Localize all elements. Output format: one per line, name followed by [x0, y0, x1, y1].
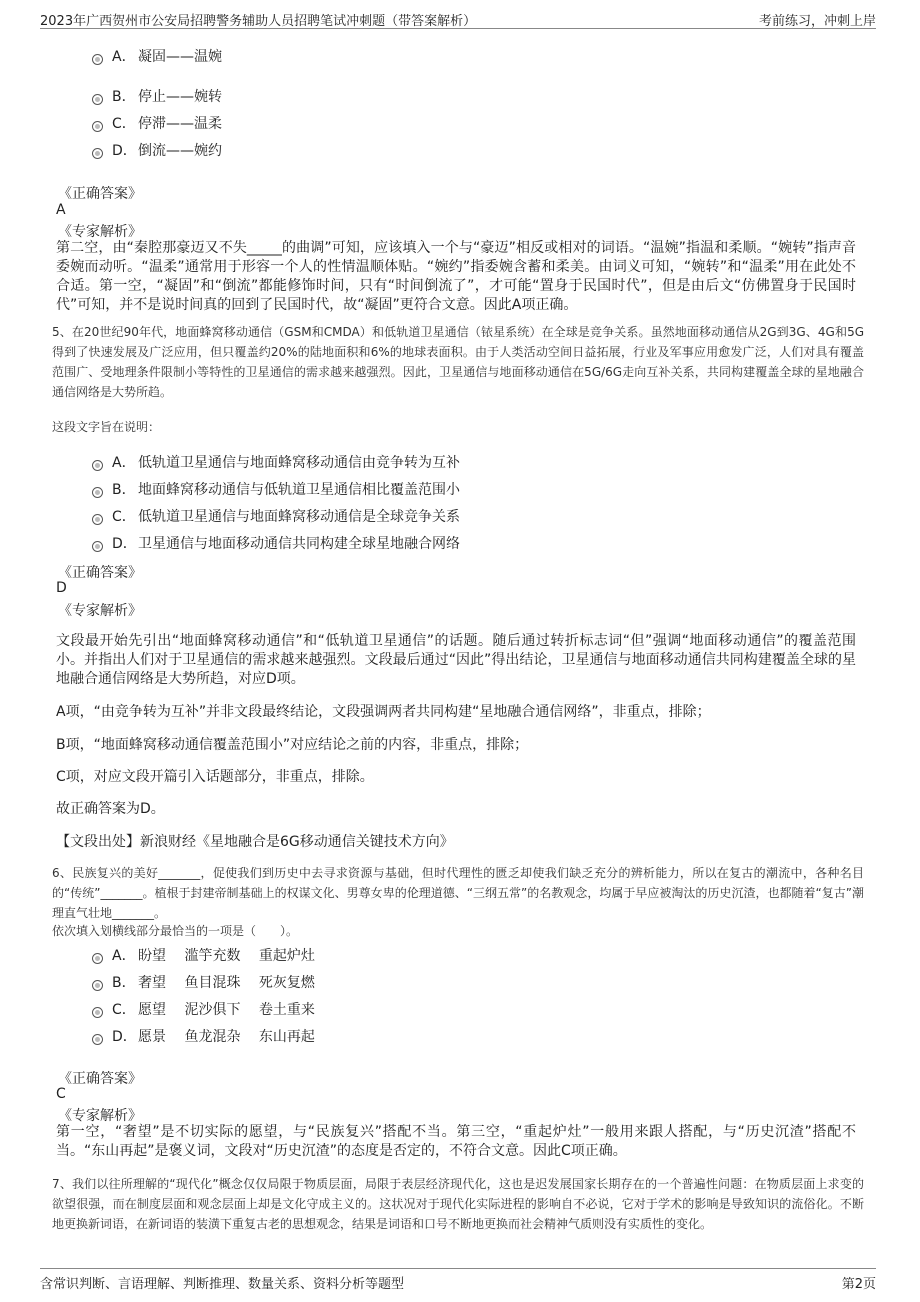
option-letter: C． [112, 1002, 136, 1018]
option-text: 愿望 泥沙俱下 卷土重来 [138, 1002, 315, 1018]
correct-answer-label: 《正确答案》 [58, 1071, 142, 1087]
radio-icon[interactable] [92, 148, 103, 159]
q6-stem: 6、民族复兴的美好_______，促使我们到历史中去寻求资源与基础，但时代理性的匮乏却使我们缺乏充分的辨析能力，所以在复古的潮流中，各种名目的“传统”_______。植根于封建帝制基础上的权谋文化、男尊女卑的伦理道德、“三纲五常”的名教观念，均属于早应被淘汰的历史沉渣，也都随着“复古”潮理直气壮地_______。 [52, 866, 864, 920]
q5-analysis-b: B项，“地面蜂窝移动通信覆盖范围小”对应结论之前的内容，非重点，排除； [56, 737, 529, 753]
option-letter: C． [112, 116, 136, 132]
q5-option-c[interactable] [92, 505, 460, 527]
correct-answer-label: 《正确答案》 [58, 565, 142, 581]
q5-answer: D [56, 580, 67, 596]
option-text: 卫星通信与地面移动通信共同构建全球星地融合网络 [138, 536, 460, 552]
option-text: 地面蜂窝移动通信与低轨道卫星通信相比覆盖范围小 [138, 482, 460, 498]
radio-icon[interactable] [92, 541, 103, 552]
option-text: 倒流——婉约 [138, 143, 222, 159]
expert-analysis-label: 《专家解析》 [58, 603, 142, 619]
option-text: 凝固——温婉 [138, 49, 222, 65]
option-letter: C． [112, 509, 136, 525]
q5-analysis-c: C项，对应文段开篇引入话题部分，非重点，排除。 [56, 769, 374, 785]
q5-option-a[interactable] [92, 451, 460, 473]
q4-option-d[interactable] [92, 139, 222, 161]
option-text: 愿景 鱼龙混杂 东山再起 [138, 1029, 315, 1045]
option-text: 奢望 鱼目混珠 死灰复燃 [138, 975, 315, 991]
header-slogan: 考前练习，冲刺上岸 [758, 14, 876, 29]
q5-conclusion: 故正确答案为D。 [56, 801, 165, 817]
q4-option-a[interactable] [92, 45, 222, 67]
q5-analysis-a: A项，“由竞争转为互补”并非文段最终结论，文段强调两者共同构建“星地融合通信网络”，非重点，排除； [56, 704, 711, 720]
option-letter: A． [112, 948, 136, 964]
q4-answer: A [56, 202, 66, 218]
option-text: 停滞——温柔 [138, 116, 222, 132]
option-letter: D． [112, 536, 137, 552]
option-text: 停止——婉转 [138, 89, 222, 105]
q6-option-a[interactable] [92, 944, 315, 966]
q5-analysis-main: 文段最开始先引出“地面蜂窝移动通信”和“低轨道卫星通信”的话题。随后通过转折标志词“但”强调“地面移动通信”的覆盖范围小。并指出人们对于卫星通信的需求越来越强烈。文段最后通过“因此”得出结论，卫星通信与地面移动通信共同构建覆盖全球的星地融合通信网络是大势所趋，对应D项。 [56, 633, 856, 687]
expert-analysis-label: 《专家解析》 [58, 1108, 142, 1124]
q5-stem: 5、在20世纪90年代，地面蜂窝移动通信（GSM和CMDA）和低轨道卫星通信（铱星系统）在全球是竞争关系。虽然地面移动通信从2G到3G、4G和5G得到了快速发展及广泛应用，但只覆盖约20%的陆地面积和6%的地球表面积。由于人类活动空间日益拓展，行业及军事应用愈发广泛，人们对具有覆盖范围广、受地理条件限制小等特性的卫星通信的需求越来越强烈。因此，卫星通信与地面移动通信在5G/6G走向互补关系，共同构建覆盖全球的星地融合通信网络是大势所趋。 [52, 325, 864, 399]
q6-option-d[interactable] [92, 1025, 315, 1047]
radio-icon[interactable] [92, 94, 103, 105]
radio-icon[interactable] [92, 980, 103, 991]
option-text: 盼望 滥竽充数 重起炉灶 [138, 948, 315, 964]
q5-source: 【文段出处】新浪财经《星地融合是6G移动通信关键技术方向》 [56, 834, 454, 850]
radio-icon[interactable] [92, 460, 103, 471]
q5-option-b[interactable] [92, 478, 460, 500]
radio-icon[interactable] [92, 514, 103, 525]
document-title: 2023年广西贺州市公安局招聘警务辅助人员招聘笔试冲刺题（带答案解析） [40, 14, 477, 29]
radio-icon[interactable] [92, 1007, 103, 1018]
option-letter: B． [112, 482, 136, 498]
radio-icon[interactable] [92, 121, 103, 132]
option-text: 低轨道卫星通信与地面蜂窝移动通信由竞争转为互补 [138, 455, 460, 471]
q6-answer: C [56, 1086, 66, 1102]
page-header [40, 8, 876, 29]
radio-icon[interactable] [92, 54, 103, 65]
radio-icon[interactable] [92, 1034, 103, 1045]
radio-icon[interactable] [92, 953, 103, 964]
q6-analysis: 第一空，“奢望”是不切实际的愿望，与“民族复兴”搭配不当。第三空，“重起炉灶”一般用来跟人搭配，与“历史沉渣”搭配不当。“东山再起”是褒义词，文段对“历史沉渣”的态度是否定的，不符合文意。因此C项正确。 [56, 1124, 856, 1159]
q6-option-c[interactable] [92, 998, 315, 1020]
footer-topics: 含常识判断、言语理解、判断推理、数量关系、资料分析等题型 [40, 1277, 405, 1292]
expert-analysis-label: 《专家解析》 [58, 224, 142, 240]
q4-option-b[interactable] [92, 85, 222, 107]
correct-answer-label: 《正确答案》 [58, 186, 142, 202]
option-letter: A． [112, 455, 136, 471]
q4-analysis: 第二空，由“秦腔那豪迈又不失_____的曲调”可知，应该填入一个与“豪迈”相反或相对的词语。“温婉”指温和柔顺。“婉转”指声音委婉而动听。“温柔”通常用于形容一个人的性情温顺体贴。“婉约”指委婉含蓄和柔美。由词义可知，“婉转”和“温柔”用在此处不合适。第一空，“凝固”和“倒流”都能修饰时间，只有“时间倒流了”，才可能“置身于民国时代”，但是由后文“仿佛置身于民国时代”可知，并不是说时间真的回到了民国时代，故“凝固”更符合文意。因此A项正确。 [56, 240, 856, 313]
q7-stem: 7、我们以往所理解的“现代化”概念仅仅局限于物质层面，局限于表层经济现代化，这也是迟发展国家长期存在的一个普遍性问题：在物质层面上求变的欲望很强，而在制度层面和观念层面上却是文化守成主义的。这状况对于现代化实际进程的影响自不必说，它对于学术的影响是导致知识的流俗化。不断地更换新词语，在新词语的装潢下重复古老的思想观念，结果是词语和口号不断地更换而社会精神气质则没有实质性的变化。 [52, 1177, 864, 1231]
page-number: 第2页 [841, 1277, 876, 1292]
option-letter: B． [112, 975, 136, 991]
option-text: 低轨道卫星通信与地面蜂窝移动通信是全球竞争关系 [138, 509, 460, 525]
option-letter: B． [112, 89, 136, 105]
option-letter: A． [112, 49, 136, 65]
q4-option-c[interactable] [92, 112, 222, 134]
q6-question: 依次填入划横线部分最恰当的一项是（ ）。 [52, 924, 299, 938]
radio-icon[interactable] [92, 487, 103, 498]
page-footer [40, 1268, 876, 1291]
q6-option-b[interactable] [92, 971, 315, 993]
option-letter: D． [112, 143, 137, 159]
option-letter: D． [112, 1029, 137, 1045]
q5-option-d[interactable] [92, 532, 460, 554]
q5-question: 这段文字旨在说明： [52, 420, 161, 434]
